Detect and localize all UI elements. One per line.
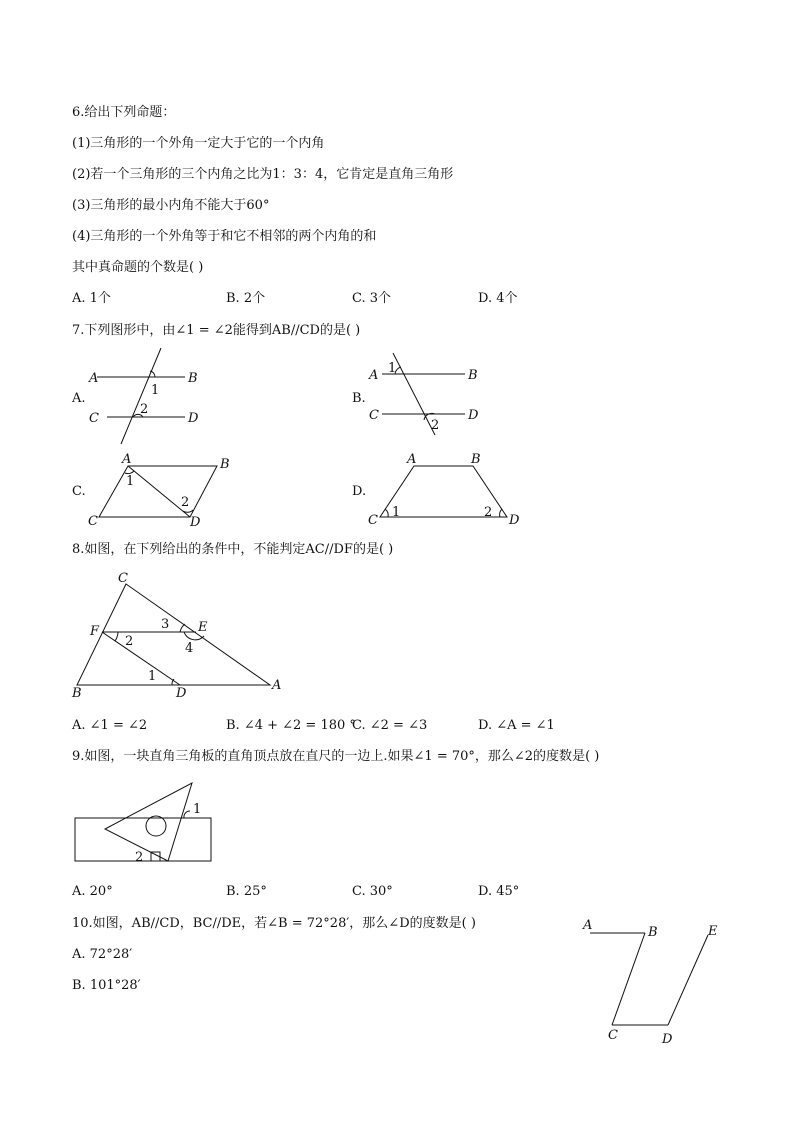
label-2: 2 xyxy=(484,505,493,520)
q7-figure-a xyxy=(85,345,225,450)
label-2: 2 xyxy=(431,418,440,433)
label-1: 1 xyxy=(392,505,401,520)
q6-option-a[interactable]: A. 1个 xyxy=(72,291,111,306)
label-d: D xyxy=(176,686,187,701)
q8-figure xyxy=(70,565,290,705)
segment-bc xyxy=(612,933,645,1025)
q7-figure-d xyxy=(365,450,525,530)
label-d: D xyxy=(662,1032,673,1047)
label-d: D xyxy=(468,408,479,423)
label-b: B xyxy=(72,686,82,701)
angle-2-arc xyxy=(115,632,118,641)
label-1: 1 xyxy=(151,383,160,398)
label-c: C xyxy=(369,408,379,423)
q6-option-c[interactable]: C. 3个 xyxy=(352,291,392,306)
label-b: B xyxy=(471,452,481,467)
q7-figure-b xyxy=(365,350,495,440)
transversal xyxy=(393,353,435,435)
q9-option-c[interactable]: C. 30° xyxy=(352,884,393,899)
q7-option-c-label[interactable]: C. xyxy=(72,484,86,499)
q7-option-b-label[interactable]: B. xyxy=(352,391,366,406)
label-a: A xyxy=(122,452,132,467)
angle-1-arc xyxy=(385,509,388,517)
q10-stem: 10.如图，AB//CD，BC//DE，若∠B = 72°28′，那么∠D的度数是( ) xyxy=(72,916,476,931)
label-3: 3 xyxy=(161,617,170,632)
label-c: C xyxy=(608,1028,618,1043)
q8-option-c[interactable]: C. ∠2 = ∠3 xyxy=(352,718,428,733)
segment-de xyxy=(668,935,708,1025)
q6-question: 其中真命题的个数是( ) xyxy=(72,260,204,275)
q6-proposition-2: (2)若一个三角形的三个内角之比为1：3：4，它肯定是直角三角形 xyxy=(72,167,454,182)
label-b: B xyxy=(648,925,658,940)
label-a: A xyxy=(89,371,99,386)
q8-option-a[interactable]: A. ∠1 = ∠2 xyxy=(72,718,148,733)
q6-option-b[interactable]: B. 2个 xyxy=(226,291,266,306)
label-d: D xyxy=(190,515,201,530)
label-b: B xyxy=(220,457,230,472)
q7-figure-c xyxy=(85,450,235,530)
segment-fd xyxy=(102,632,180,685)
label-2: 2 xyxy=(181,495,190,510)
label-d: D xyxy=(509,513,520,528)
label-4: 4 xyxy=(185,641,194,656)
label-e: E xyxy=(198,620,208,635)
q8-stem: 8.如图，在下列给出的条件中，不能判定AC//DF的是( ) xyxy=(72,542,394,557)
label-c: C xyxy=(118,571,128,586)
q9-option-d[interactable]: D. 45° xyxy=(478,884,520,899)
q9-stem: 9.如图，一块直角三角板的直角顶点放在直尺的一边上.如果∠1 = 70°，那么∠2的度数是( ) xyxy=(72,749,600,764)
label-1: 1 xyxy=(193,802,202,817)
label-b: B xyxy=(468,368,478,383)
q9-option-b[interactable]: B. 25° xyxy=(226,884,267,899)
label-2: 2 xyxy=(125,634,134,649)
q6-option-d[interactable]: D. 4个 xyxy=(478,291,518,306)
label-a: A xyxy=(369,368,379,383)
q10-option-a[interactable]: A. 72°28′ xyxy=(72,947,133,962)
angle-3-arc xyxy=(180,624,185,632)
label-c: C xyxy=(368,513,378,528)
label-a: A xyxy=(583,918,593,933)
label-e: E xyxy=(708,924,718,939)
q6-proposition-4: (4)三角形的一个外角等于和它不相邻的两个内角的和 xyxy=(72,229,377,244)
label-1: 1 xyxy=(126,474,135,489)
label-a: A xyxy=(407,452,417,467)
label-2: 2 xyxy=(140,402,149,417)
angle-2-arc xyxy=(183,510,193,512)
angle-1-arc xyxy=(184,811,190,818)
q7-option-a-label[interactable]: A. xyxy=(72,391,86,406)
label-b: B xyxy=(188,371,198,386)
parallelogram xyxy=(99,466,217,517)
label-a: A xyxy=(272,678,282,693)
set-square xyxy=(105,783,192,861)
q9-option-a[interactable]: A. 20° xyxy=(72,884,113,899)
q8-option-b[interactable]: B. ∠4 + ∠2 = 180 ° xyxy=(226,718,356,733)
label-1: 1 xyxy=(388,361,397,376)
q6-proposition-3: (3)三角形的最小内角不能大于60° xyxy=(72,198,270,213)
label-c: C xyxy=(88,514,98,529)
q7-stem: 7.下列图形中，由∠1 = ∠2能得到AB//CD的是( ) xyxy=(72,323,361,338)
q9-figure xyxy=(72,775,217,867)
q10-option-b[interactable]: B. 101°28′ xyxy=(72,978,141,993)
label-1: 1 xyxy=(148,669,157,684)
q6-stem: 6.给出下列命题： xyxy=(72,105,176,120)
q8-option-d[interactable]: D. ∠A = ∠1 xyxy=(478,718,555,733)
label-c: C xyxy=(89,411,99,426)
label-d: D xyxy=(188,411,199,426)
q10-figure xyxy=(575,915,730,1050)
set-square-hole xyxy=(146,816,166,836)
q6-proposition-1: (1)三角形的一个外角一定大于它的一个内角 xyxy=(72,136,325,151)
label-2: 2 xyxy=(135,850,144,865)
label-f: F xyxy=(90,624,100,639)
q7-option-d-label[interactable]: D. xyxy=(352,484,367,499)
angle-2-arc xyxy=(500,509,502,517)
